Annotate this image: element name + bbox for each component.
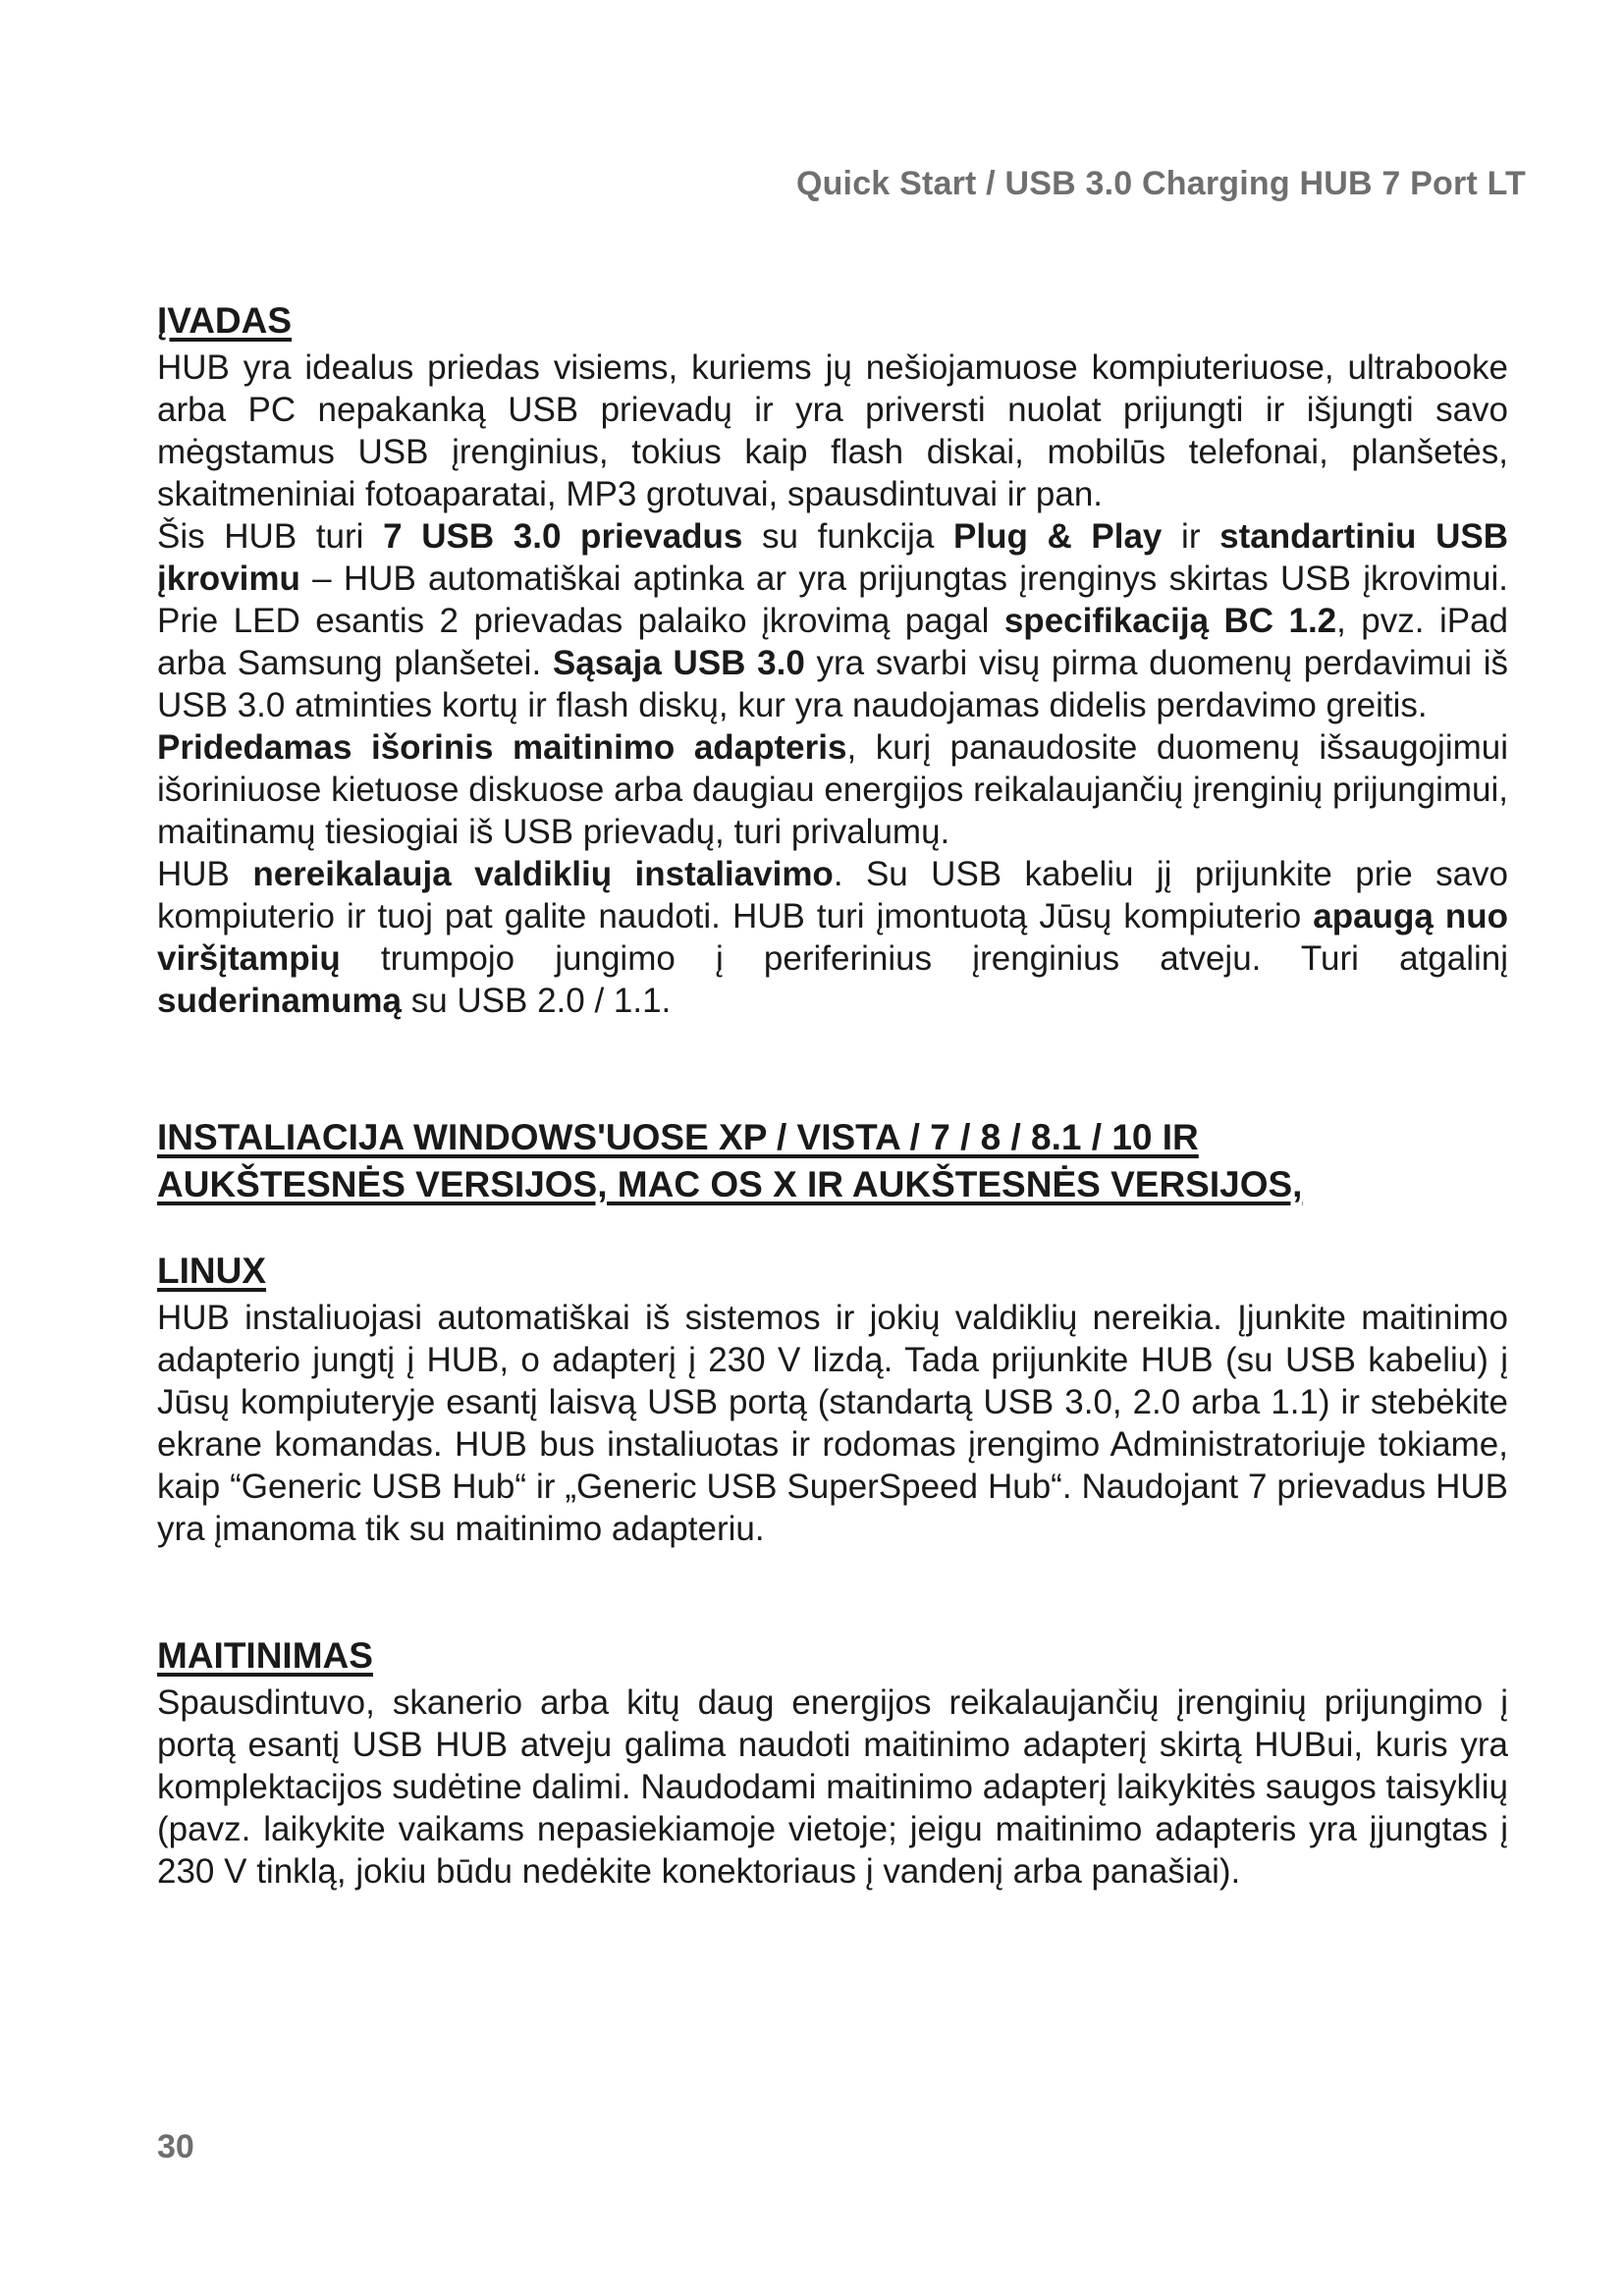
bold-run: suderinamumą (157, 982, 402, 1020)
paragraph-features (157, 515, 1508, 726)
bold-run: Pridedamas išorinis maitinimo adapteris (157, 728, 847, 767)
text-run: , kurį panaudosite duomenų išsaugojimui išoriniuose kietuose diskuose arba daugiau energijos reikalaujančių įrenginių prijungimui, maitinamų tiesiogiai iš USB prievadų, turi privalumų. (157, 728, 1508, 851)
bold-run: Plug & Play (953, 517, 1163, 556)
text-run: . Su USB kabeliu jį prijunkite prie savo kompiuterio ir tuoj pat galite naudoti. HUB turi įmontuotą Jūsų kompiuterio (157, 855, 1509, 935)
section-heading-ivadas: ĮVADAS (157, 300, 293, 341)
text-run: , pvz. iPad arba Samsung planšetei. (157, 602, 1508, 682)
text-run: su USB 2.0 / 1.1. (401, 982, 672, 1020)
text-run: trumpojo jungimo į periferinius įrenginius atveju. Turi atgalinį (340, 939, 1508, 978)
paragraph-power: Spausdintuvo, skanerio arba kitų daug energijos reikalaujančių įrenginių prijungimo į portą esantį USB HUB atveju galima naudoti maitinimo adapterį skirtą HUBui, kuris yra komplektacijos sudėtine dalimi. Naudodami maitinimo adapterį laikykitės saugos taisyklių (pavz. laikykite vaikams nepasiekiamoje vietoje; jeigu maitinimo adapteris yra įjungtas į 230 V tinklą, jokiu būdu nedėkite konektoriaus į vandenį arba panašiai). (157, 1683, 1508, 1891)
text-run: ir (1162, 517, 1220, 556)
bold-run: standartiniu USB įkrovimu (157, 517, 1508, 598)
text-run: Šis HUB turi (157, 517, 384, 556)
bold-run: 7 USB 3.0 prievadus (383, 517, 743, 556)
paragraph-drivers (157, 853, 1508, 1022)
paragraph-adapter (157, 726, 1508, 853)
bold-run: apaugą nuo viršįtampių (157, 897, 1508, 978)
section-maitinimas (157, 1634, 1508, 1893)
section-ivadas (157, 299, 1508, 1022)
page-header-title: Quick Start / USB 3.0 Charging HUB 7 Port LT (795, 165, 1526, 202)
section-heading-installation-line1: INSTALIACIJA WINDOWS'UOSE XP / VISTA / 7 / 8 / 8.1 / 10 IR (157, 1117, 1199, 1157)
text-run: su funkcija (742, 517, 953, 556)
page-number: 30 (157, 2128, 194, 2165)
text-run: HUB (157, 855, 253, 893)
paragraph-linux: HUB instaliuojasi automatiškai iš sistemos ir jokių valdiklių nereikia. Įjunkite maitinimo adapterio jungtį į HUB, o adapterį į 230 V lizdą. Tada prijunkite HUB (su USB kabeliu) į Jūsų kompiuteryje esantį laisvą USB portą (standartą USB 3.0, 2.0 arba 1.1) ir stebėkite ekrane komandas. HUB bus instaliuotas ir rodomas įrengimo Administratoriuje tokiame, kaip “Generic USB Hub“ ir „Generic USB SuperSpeed Hub“. Naudojant 7 prievadus HUB yra įmanoma tik su maitinimo adapteriu. (157, 1299, 1508, 1548)
section-heading-linux: LINUX (157, 1251, 266, 1291)
section-heading-installation-line2: AUKŠTESNĖS VERSIJOS, MAC OS X IR AUKŠTESNĖS VERSIJOS, (157, 1164, 1303, 1204)
bold-run: Sąsaja USB 3.0 (552, 644, 805, 682)
document-body (157, 299, 1508, 1893)
paragraph-intro: HUB yra idealus priedas visiems, kuriems jų nešiojamuose kompiuteriuose, ultrabooke arba PC nepakanką USB prievadų ir yra priversti nuolat prijungti ir išjungti savo mėgstamus USB įrenginius, tokius kaip flash diskai, mobilūs telefonai, planšetės, skaitmeniniai fotoaparatai, MP3 grotuvai, spausdintuvai ir pan. (157, 348, 1508, 513)
section-linux (157, 1250, 1508, 1550)
bold-run: specifikaciją BC 1.2 (1003, 602, 1337, 640)
text-run: yra svarbi visų pirma duomenų perdavimui iš USB 3.0 atminties kortų ir flash diskų, kur yra naudojamas didelis perdavimo greitis. (157, 644, 1508, 724)
section-installation (157, 1116, 1508, 1206)
bold-run: nereikalauja valdiklių instaliavimo (252, 855, 834, 893)
section-heading-maitinimas: MAITINIMAS (157, 1635, 373, 1676)
text-run: – HUB automatiškai aptinka ar yra prijungtas įrenginys skirtas USB įkrovimui. Prie LED esantis 2 prievadas palaiko įkrovimą pagal (157, 560, 1508, 640)
